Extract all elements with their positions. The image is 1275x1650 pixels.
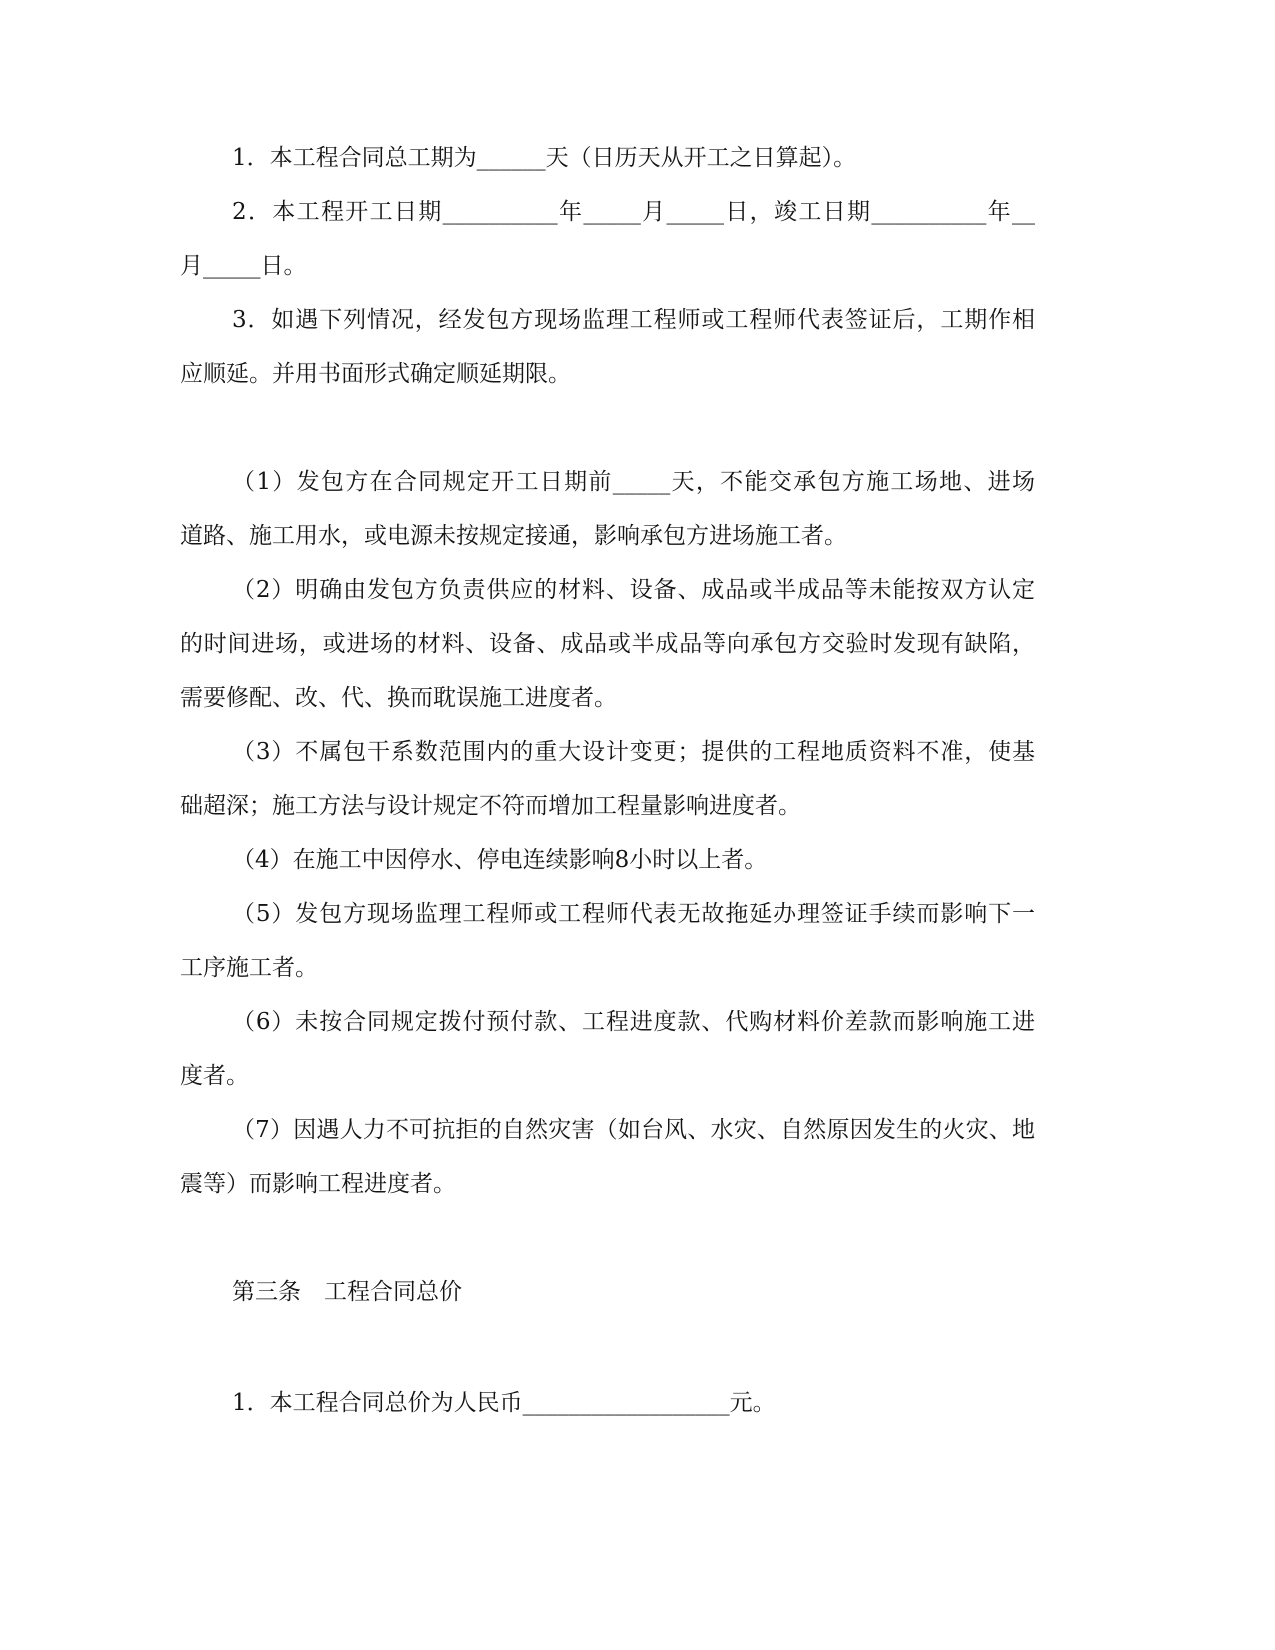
text-line: （5）发包方现场监理工程师或工程师代表无故拖延办理签证手续而影响下一	[232, 901, 1035, 927]
text-line: 2．本工程开工日期__________年_____月_____日，竣工日期__________年__	[232, 199, 1035, 225]
text-line: 工序施工者。	[180, 955, 318, 981]
text-line: 础超深；施工方法与设计规定不符而增加工程量影响进度者。	[180, 793, 801, 819]
text-line: 1．本工程合同总工期为______天（日历天从开工之日算起）。	[232, 145, 857, 171]
text-line: 震等）而影响工程进度者。	[180, 1171, 456, 1197]
dates-clause	[180, 185, 1035, 293]
total-price-clause	[180, 1376, 1035, 1430]
text-line: 的时间进场，或进场的材料、设备、成品或半成品等向承包方交验时发现有缺陷，	[180, 631, 1035, 657]
text-line: 3．如遇下列情况，经发包方现场监理工程师或工程师代表签证后，工期作相	[232, 307, 1035, 333]
duration-clause	[180, 131, 1035, 185]
condition-2	[180, 563, 1035, 725]
condition-7	[180, 1103, 1035, 1211]
extension-clause	[180, 293, 1035, 401]
condition-6	[180, 995, 1035, 1103]
condition-3	[180, 725, 1035, 833]
condition-5	[180, 887, 1035, 995]
text-line: 1．本工程合同总价为人民币__________________元。	[232, 1390, 776, 1416]
text-line: 应顺延。并用书面形式确定顺延期限。	[180, 361, 571, 387]
blank-line	[180, 1319, 1035, 1373]
text-line: （6）未按合同规定拨付预付款、工程进度款、代购材料价差款而影响施工进	[232, 1009, 1035, 1035]
condition-1	[180, 455, 1035, 563]
text-line: （1）发包方在合同规定开工日期前_____天，不能交承包方施工场地、进场	[232, 469, 1035, 495]
text-line: （4）在施工中因停水、停电连续影响8小时以上者。	[232, 847, 768, 873]
text-line: （2）明确由发包方负责供应的材料、设备、成品或半成品等未能按双方认定	[232, 577, 1035, 603]
text-line: （3）不属包干系数范围内的重大设计变更；提供的工程地质资料不准，使基	[232, 739, 1035, 765]
text-line: （7）因遇人力不可抗拒的自然灾害（如台风、水灾、自然原因发生的火灾、地	[232, 1117, 1035, 1143]
text-line: 需要修配、改、代、换而耽误施工进度者。	[180, 685, 617, 711]
text-line: 道路、施工用水，或电源未按规定接通，影响承包方进场施工者。	[180, 523, 847, 549]
section-heading: 第三条 工程合同总价	[232, 1279, 462, 1305]
text-line: 月_____日。	[180, 253, 307, 279]
blank-line	[180, 401, 1035, 455]
blank-line	[180, 1211, 1035, 1265]
document-page	[180, 131, 1035, 1430]
condition-4	[180, 833, 1035, 887]
text-line: 度者。	[180, 1063, 249, 1089]
article-3-heading	[180, 1265, 1035, 1319]
